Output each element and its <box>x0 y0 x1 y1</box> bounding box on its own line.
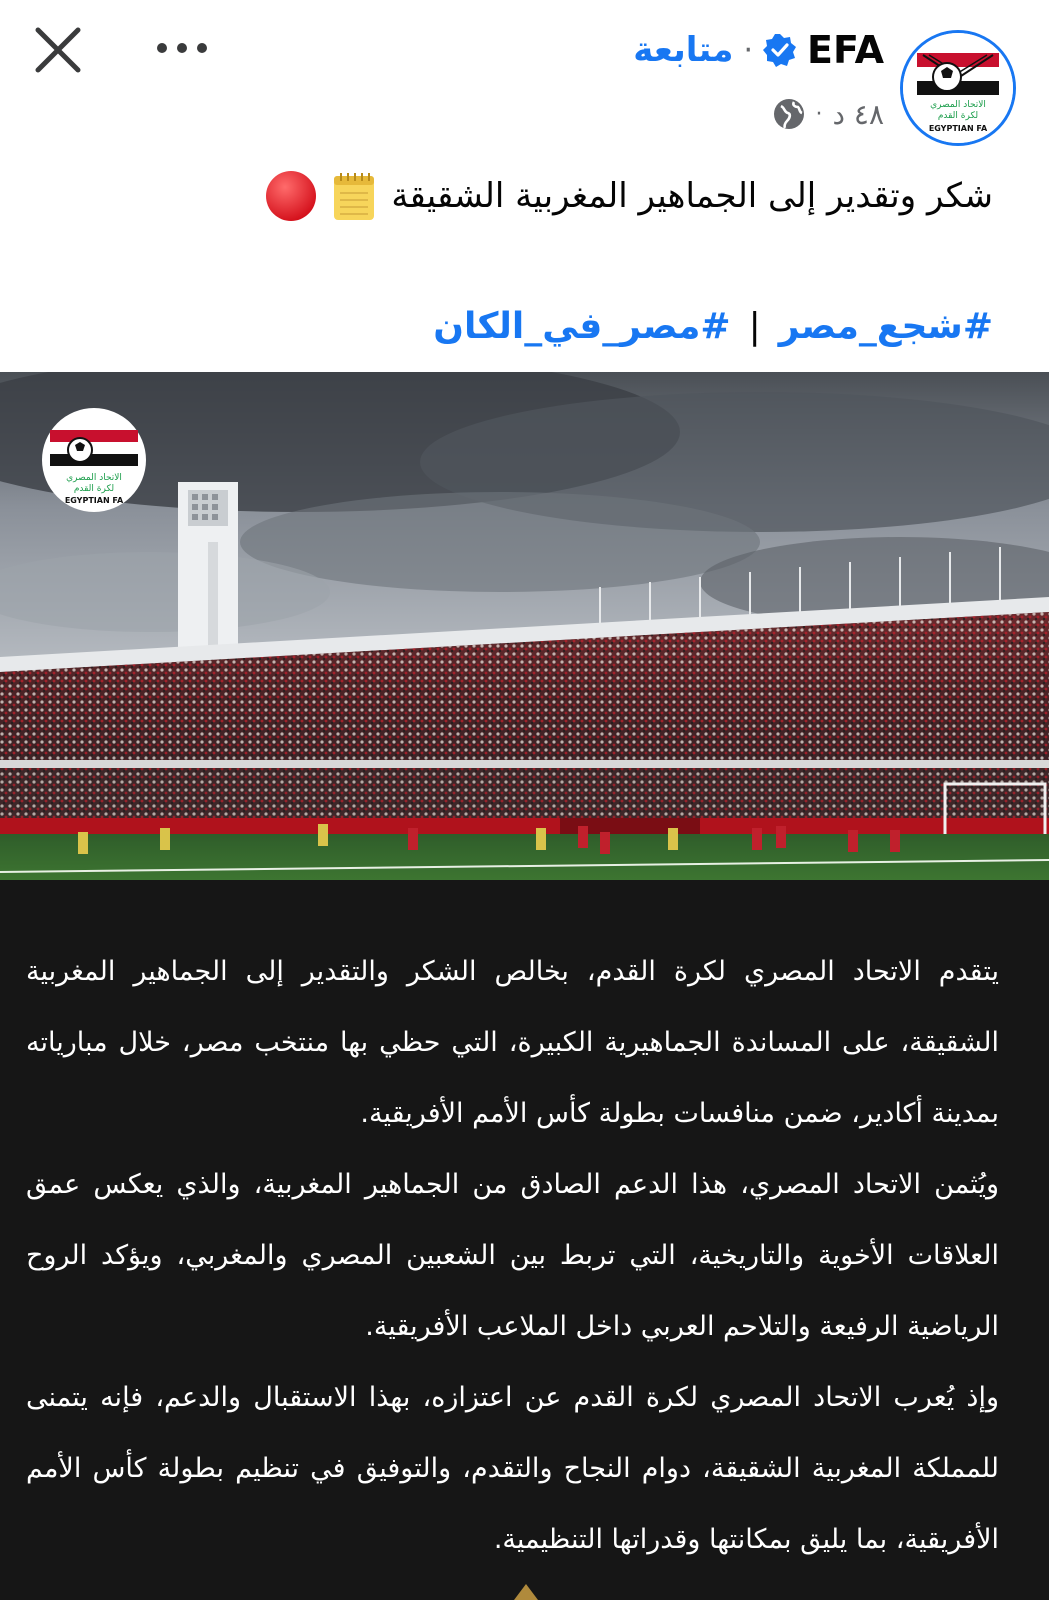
author-name[interactable]: EFA <box>807 28 884 72</box>
hashtag-cheer-egypt[interactable]: #شجع_مصر <box>778 305 993 347</box>
statement-paragraph-1: يتقدم الاتحاد المصري لكرة القدم، بخالص الشكر والتقدير إلى الجماهير المغربية الشقيقة، على المساندة الجماهيرية الكبيرة، التي حظي بها منتخب مصر، خلال مبارياته بمدينة أكادير، ضمن منافسات بطولة كأس الأمم الأفريقية. <box>26 956 999 1129</box>
page-avatar[interactable] <box>900 30 1016 146</box>
more-icon <box>152 28 216 68</box>
efa-logo <box>903 33 1013 143</box>
hashtag-row <box>433 298 993 354</box>
efa-watermark <box>42 408 146 512</box>
svg-text:لكرة القدم: لكرة القدم <box>937 111 979 121</box>
caption-text: شكر وتقدير إلى الجماهير المغربية الشقيقة <box>391 176 993 216</box>
follow-button[interactable]: متابعة <box>633 30 734 70</box>
author-row <box>633 22 884 78</box>
svg-text:الاتحاد المصري: الاتحاد المصري <box>66 473 122 483</box>
post-timestamp[interactable]: ٤٨ د <box>832 97 884 131</box>
red-circle-icon <box>265 170 317 222</box>
verified-badge-icon <box>763 33 797 67</box>
close-icon <box>30 22 86 78</box>
statement-card <box>0 880 1049 1600</box>
stadium-photo <box>0 372 1049 880</box>
more-options-button[interactable] <box>152 28 216 68</box>
post-caption <box>265 168 993 224</box>
close-button[interactable] <box>30 22 86 78</box>
svg-text:EGYPTIAN FA: EGYPTIAN FA <box>64 496 124 505</box>
post-meta <box>772 94 884 134</box>
gold-triangle-ornament <box>508 1582 544 1600</box>
hashtag-divider: | <box>748 305 761 347</box>
statement-paragraph-2: ويُثمن الاتحاد المصري، هذا الدعم الصادق من الجماهير المغربية، والذي يعكس عمق العلاقات الأخوية والتاريخية، التي تربط بين الشعبين المصري والمغربي، ويؤكد الروح الرياضية الرفيعة والتلاحم العربي داخل الملاعب الأفريقية. <box>26 1169 999 1342</box>
statement-paragraph-3: وإذ يُعرب الاتحاد المصري لكرة القدم عن اعتزازه، بهذا الاستقبال والدعم، فإنه يتمنى للمملكة المغربية الشقيقة، دوام النجاح والتقدم، والتوفيق في تنظيم بطولة كأس الأمم الأفريقية، بما يليق بمكانتها وقدراتها التنظيمية. <box>26 1382 999 1555</box>
post-photo[interactable] <box>0 372 1049 880</box>
svg-text:الاتحاد المصري: الاتحاد المصري <box>930 100 986 110</box>
svg-text:EGYPTIAN FA: EGYPTIAN FA <box>928 124 988 133</box>
svg-text:لكرة القدم: لكرة القدم <box>73 484 115 494</box>
meta-separator: · <box>815 101 823 127</box>
hashtag-egypt-in-can[interactable]: #مصر_في_الكان <box>433 305 731 347</box>
notepad-icon <box>331 170 377 222</box>
globe-icon <box>772 97 806 131</box>
name-separator: · <box>743 32 754 68</box>
